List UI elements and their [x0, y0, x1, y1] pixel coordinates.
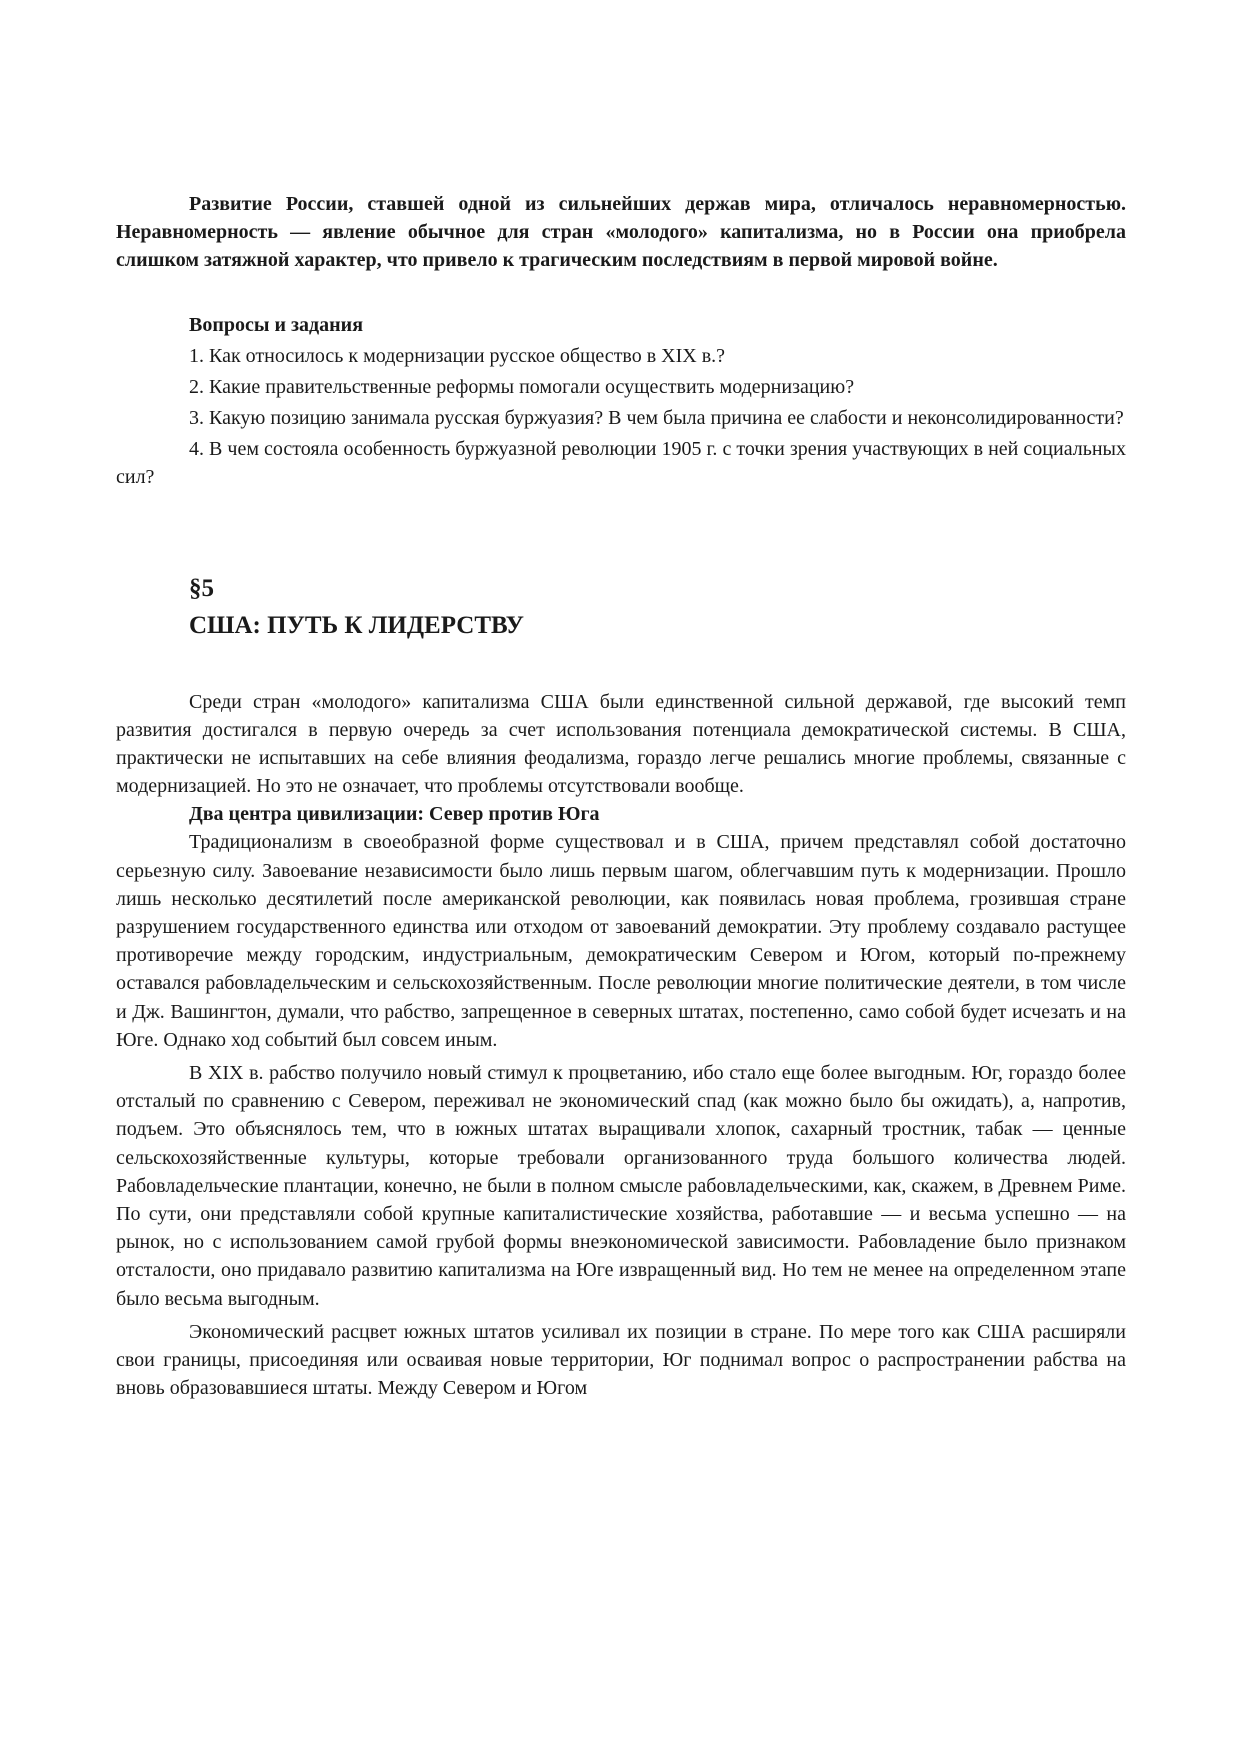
section-number: §5	[189, 574, 214, 602]
section-heading	[116, 570, 1126, 644]
question-item: 1. Как относилось к модернизации русское общество в XIX в.?	[189, 344, 726, 367]
body-paragraph: Традиционализм в своеобразной форме существовал и в США, причем представлял собой достаточно серьезную силу. Завоевание независимости было лишь первым шагом, облегчавшим путь к модернизации. Прошло лишь несколько десятилетий после американской революции, как появилась новая проблема, грозившая стране разрушением государственного единства или отходом от завоеваний демократии. Эту проблему создавало растущее противоречие между городским, индустриальным, демократическим Севером и Югом, который по-прежнему оставался рабовладельческим и сельскохозяйственным. После революции многие политические деятели, в том числе и Дж. Вашингтон, думали, что рабство, запрещенное в северных штатах, постепенно, само собой будет исчезать и на Юге. Однако ход событий был совсем иным.	[116, 831, 1126, 1051]
question-item: 2. Какие правительственные реформы помогали осуществить модернизацию?	[189, 375, 855, 398]
question-item: 3. Какую позицию занимала русская буржуазия? В чем была причина ее слабости и неконсолидированности?	[189, 407, 1124, 430]
question-item: 4. В чем состояла особенность буржуазной революции 1905 г. с точки зрения участвующих в ней социальных сил?	[116, 438, 1126, 489]
document-page	[116, 190, 1126, 1403]
questions-title: Вопросы и задания	[189, 313, 364, 336]
body-paragraph: В XIX в. рабство получило новый стимул к процветанию, ибо стало еще более выгодным. Юг, гораздо более отсталый по сравнению с Севером, переживал не экономический спад (как можно было бы ожидать), а, напротив, подъем. Это объяснялось тем, что в южных штатах выращивали хлопок, сахарный тростник, табак — ценные сельскохозяйственные культуры, которые требовали организованного труда большого количества людей. Рабовладельческие плантации, конечно, не были в полном смысле рабовладельческими, как, скажем, в Древнем Риме. По сути, они представляли собой крупные капиталистические хозяйства, работавшие — и весьма успешно — на рынок, но с использованием самой грубой формы внеэкономической зависимости. Рабовладение было признаком отсталости, оно придавало развитию капитализма на Юге извращенный вид. Но тем не менее на определенном этапе было весьма выгодным.	[116, 1062, 1126, 1310]
subsection-heading: Два центра цивилизации: Север против Юга	[189, 803, 600, 826]
questions-block	[116, 311, 1126, 492]
section-title: США: ПУТЬ К ЛИДЕРСТВУ	[189, 611, 525, 639]
section-body	[116, 688, 1126, 1403]
chapter-conclusion: Развитие России, ставшей одной из сильнейших держав мира, отличалось неравномерностью. Неравномерность — явление обычное для стран «молодого» капитализма, но в России она приобрела слишком затяжной характер, что привело к трагическим последствиям в первой мировой войне.	[116, 193, 1126, 272]
body-paragraph: Экономический расцвет южных штатов усиливал их позиции в стране. По мере того как США расширяли свои границы, присоединяя или осваивая новые территории, Юг поднимал вопрос о распространении рабства на вновь образовавшиеся штаты. Между Севером и Югом	[116, 1320, 1126, 1400]
section-intro: Среди стран «молодого» капитализма США были единственной сильной державой, где высокий темп развития достигался в первую очередь за счет использования потенциала демократической системы. В США, практически не испытавших на себе влияния феодализма, гораздо легче решались многие проблемы, связанные с модернизацией. Но это не означает, что проблемы отсутствовали вообще.	[116, 690, 1126, 798]
